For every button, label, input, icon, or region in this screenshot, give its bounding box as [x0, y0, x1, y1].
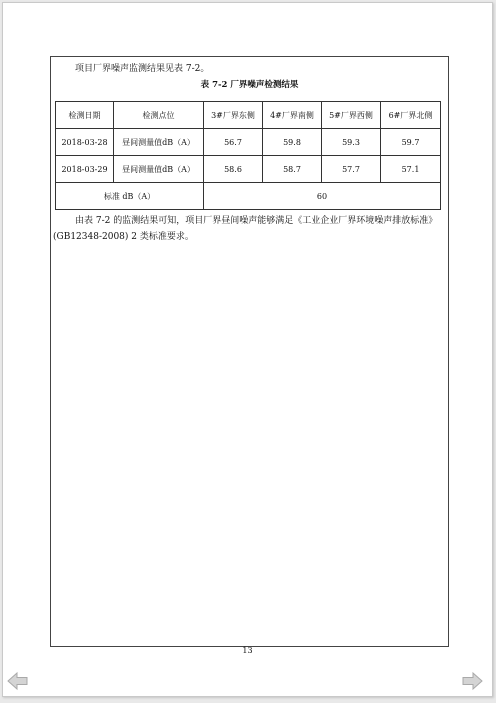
intro-text: 项目厂界噪声监测结果见表 7-2。	[75, 64, 210, 74]
table-header-row	[56, 102, 441, 129]
header-cell: 5#厂界西侧	[322, 102, 381, 129]
arrow-left-icon[interactable]	[6, 669, 30, 693]
standard-value: 60	[204, 183, 441, 210]
table-cell: 58.6	[204, 156, 263, 183]
table-row	[56, 156, 441, 183]
header-cell: 6#厂界北侧	[381, 102, 441, 129]
header-cell: 检测日期	[56, 102, 114, 129]
document-page	[2, 2, 493, 697]
standard-label: 标准 dB（A）	[56, 183, 204, 210]
header-cell: 检测点位	[114, 102, 204, 129]
standard-row	[56, 183, 441, 210]
table-cell: 57.7	[322, 156, 381, 183]
header-cell: 4#厂界南侧	[263, 102, 322, 129]
table-cell: 57.1	[381, 156, 441, 183]
conclusion-paragraph: 由表 7-2 的监测结果可知，项目厂界昼间噪声能够满足《工业企业厂界环境噪声排放标准》(GB12348-2008) 2 类标准要求。	[53, 216, 438, 242]
table-cell: 58.7	[263, 156, 322, 183]
table-row	[56, 129, 441, 156]
table-cell: 昼间测量值dB（A）	[114, 129, 204, 156]
arrow-right-icon[interactable]	[460, 669, 484, 693]
table-cell: 59.8	[263, 129, 322, 156]
table-cell: 59.3	[322, 129, 381, 156]
page-number: 13	[242, 646, 253, 655]
content-frame	[50, 56, 449, 647]
table-caption: 表 7-2 厂界噪声检测结果	[200, 80, 299, 90]
table-cell: 昼间测量值dB（A）	[114, 156, 204, 183]
table-cell: 2018-03-28	[56, 129, 114, 156]
table-cell: 2018-03-29	[56, 156, 114, 183]
table-cell: 56.7	[204, 129, 263, 156]
noise-results-table	[55, 101, 441, 210]
header-cell: 3#厂界东侧	[204, 102, 263, 129]
table-cell: 59.7	[381, 129, 441, 156]
